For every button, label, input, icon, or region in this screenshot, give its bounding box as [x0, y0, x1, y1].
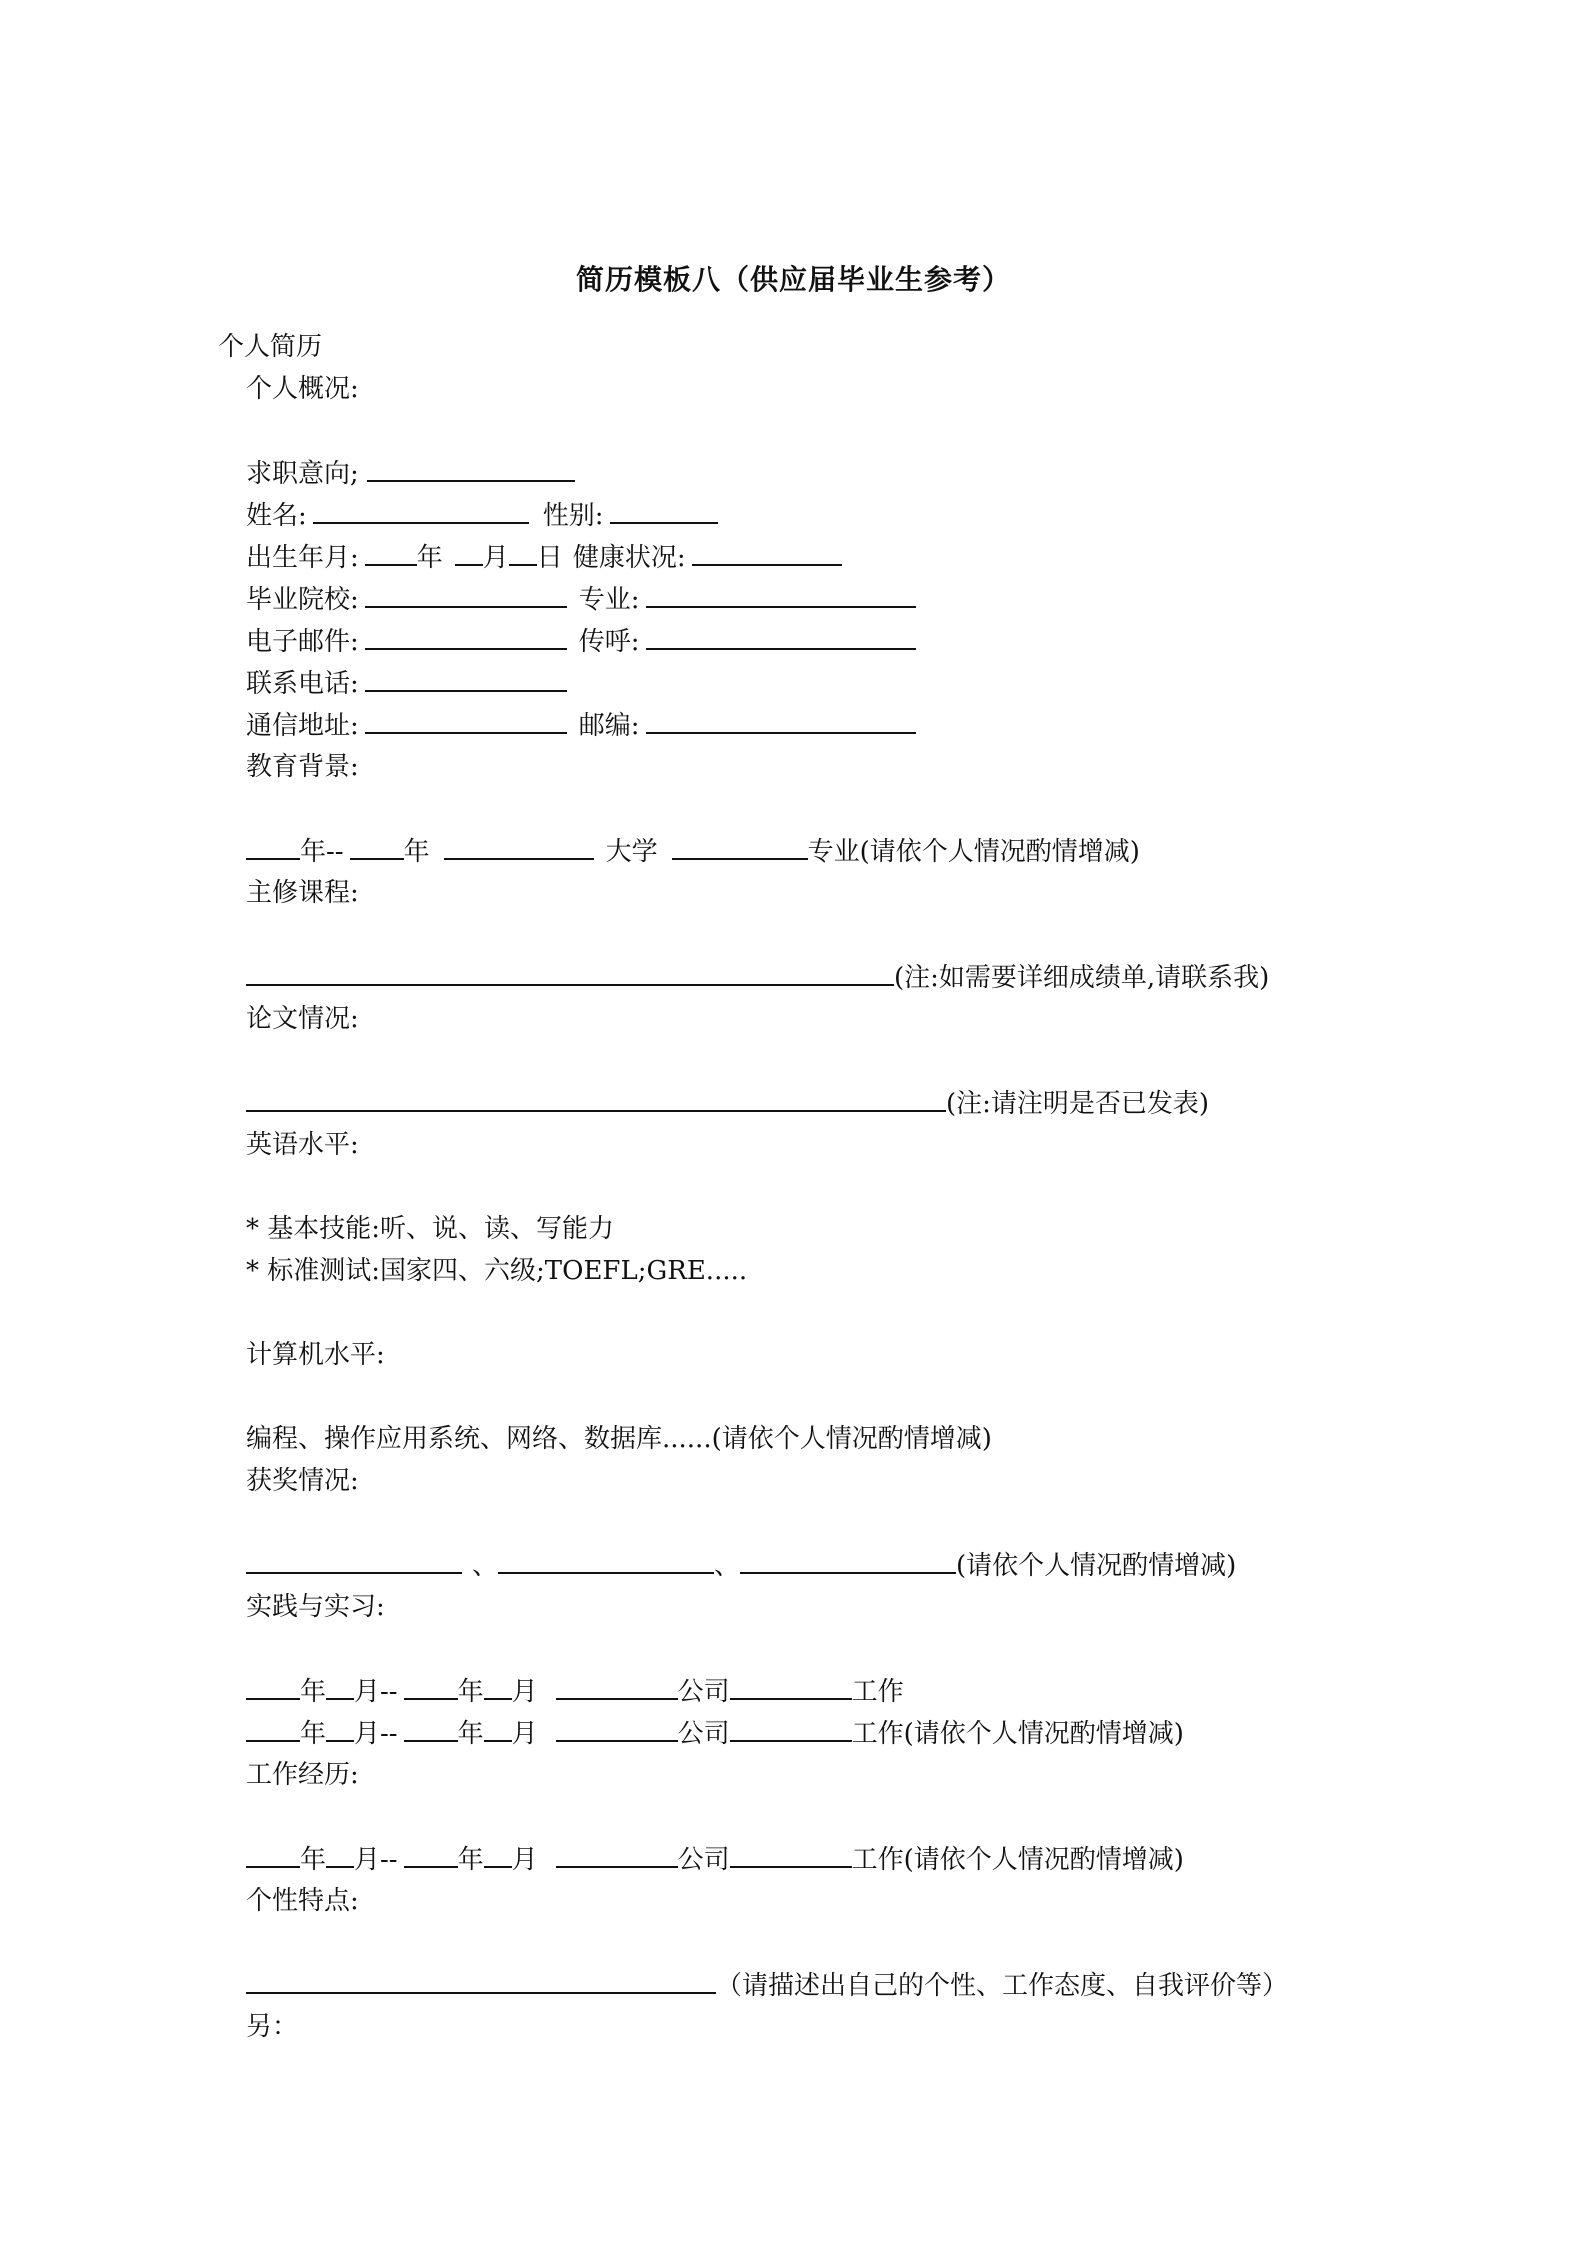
section-education: 教育背景: — [246, 752, 359, 782]
personality-line — [246, 1968, 1288, 2003]
year-unit: 年 — [300, 1845, 327, 1875]
gender-label: 性别: — [542, 501, 604, 531]
start-month-blank[interactable] — [326, 1674, 354, 1700]
section-awards: 获奖情况: — [246, 1466, 359, 1496]
field-phone — [246, 666, 567, 701]
field-email-pager — [246, 624, 916, 659]
school-label: 毕业院校: — [246, 585, 359, 615]
name-label: 姓名: — [246, 501, 307, 531]
job-note: 工作(请依个人情况酌情增减) — [851, 1845, 1184, 1875]
field-birth-health — [246, 540, 842, 575]
year-unit: 年 — [300, 1719, 327, 1749]
pager-blank[interactable] — [646, 624, 916, 650]
job-blank[interactable] — [730, 1674, 852, 1700]
company-label: 公司 — [677, 1845, 730, 1875]
birth-year-unit: 年 — [416, 543, 443, 573]
page-title: 简历模板八（供应届毕业生参考） — [575, 263, 1011, 296]
start-month-blank[interactable] — [326, 1842, 354, 1868]
edu-year-dash: 年-- — [300, 837, 344, 867]
work-line — [246, 1842, 1184, 1877]
resume-header: 个人简历 — [218, 332, 323, 362]
birth-year-blank[interactable] — [365, 540, 417, 566]
month-unit: 月 — [511, 1845, 538, 1875]
thesis-line — [246, 1086, 1209, 1121]
awards-line — [246, 1548, 1236, 1583]
edu-start-year-blank[interactable] — [246, 834, 300, 860]
edu-end-year-blank[interactable] — [350, 834, 404, 860]
english-item: * 基本技能:听、说、读、写能力 — [246, 1214, 615, 1244]
end-year-blank[interactable] — [404, 1842, 458, 1868]
practice-line — [246, 1674, 904, 1709]
field-name-gender — [246, 498, 718, 533]
email-label: 电子邮件: — [246, 627, 359, 657]
section-other: 另： — [246, 2012, 299, 2042]
section-work: 工作经历: — [246, 1760, 359, 1790]
job-intent-blank[interactable] — [367, 456, 575, 482]
birth-day-unit: 日 — [536, 543, 563, 573]
section-english: 英语水平: — [246, 1130, 359, 1160]
section-courses: 主修课程: — [246, 878, 359, 908]
company-label: 公司 — [677, 1677, 730, 1707]
award-blank-1[interactable] — [246, 1548, 462, 1574]
thesis-blank[interactable] — [246, 1086, 946, 1112]
job-intent-label: 求职意向; — [246, 459, 359, 489]
year-unit: 年 — [300, 1677, 327, 1707]
section-personality: 个性特点: — [246, 1886, 359, 1916]
courses-note: (注:如需要详细成绩单,请联系我) — [894, 963, 1270, 993]
health-blank[interactable] — [692, 540, 842, 566]
month-dash: 月-- — [354, 1845, 398, 1875]
birth-label: 出生年月: — [246, 543, 359, 573]
section-profile: 个人概况: — [246, 374, 359, 404]
university-label: 大学 — [605, 837, 658, 867]
computer-text: 编程、操作应用系统、网络、数据库......(请依个人情况酌情增减) — [246, 1424, 992, 1454]
job-label: 工作 — [851, 1677, 904, 1707]
edu-major-note: 专业(请依个人情况酌情增减) — [807, 837, 1140, 867]
company-blank[interactable] — [556, 1674, 678, 1700]
edu-year-unit: 年 — [403, 837, 430, 867]
field-school-major — [246, 582, 916, 617]
name-blank[interactable] — [313, 498, 529, 524]
section-thesis: 论文情况: — [246, 1004, 359, 1034]
end-month-blank[interactable] — [484, 1674, 512, 1700]
section-computer: 计算机水平: — [246, 1340, 385, 1370]
health-label: 健康状况: — [572, 543, 686, 573]
pager-label: 传呼: — [578, 627, 640, 657]
award-separator: 、 — [714, 1551, 741, 1581]
address-blank[interactable] — [365, 708, 567, 734]
personality-blank[interactable] — [246, 1968, 716, 1994]
end-month-blank[interactable] — [484, 1842, 512, 1868]
birth-month-blank[interactable] — [455, 540, 483, 566]
start-year-blank[interactable] — [246, 1716, 300, 1742]
start-month-blank[interactable] — [326, 1716, 354, 1742]
company-blank[interactable] — [556, 1842, 678, 1868]
end-month-blank[interactable] — [484, 1716, 512, 1742]
english-item: * 标准测试:国家四、六级;TOEFL;GRE..... — [246, 1256, 748, 1286]
company-label: 公司 — [677, 1719, 730, 1749]
award-blank-2[interactable] — [498, 1548, 714, 1574]
practice-line — [246, 1716, 1184, 1751]
start-year-blank[interactable] — [246, 1674, 300, 1700]
start-year-blank[interactable] — [246, 1842, 300, 1868]
section-practice: 实践与实习: — [246, 1592, 385, 1622]
year-unit: 年 — [457, 1719, 484, 1749]
awards-note: (请依个人情况酌情增减) — [956, 1551, 1237, 1581]
field-address-zip — [246, 708, 916, 743]
job-note: 工作(请依个人情况酌情增减) — [851, 1719, 1184, 1749]
award-separator: 、 — [472, 1551, 499, 1581]
email-blank[interactable] — [365, 624, 567, 650]
edu-major-blank[interactable] — [672, 834, 808, 860]
birth-day-blank[interactable] — [509, 540, 537, 566]
job-blank[interactable] — [730, 1716, 852, 1742]
year-unit: 年 — [457, 1845, 484, 1875]
company-blank[interactable] — [556, 1716, 678, 1742]
gender-blank[interactable] — [610, 498, 718, 524]
phone-blank[interactable] — [365, 666, 567, 692]
month-unit: 月 — [511, 1677, 538, 1707]
major-label: 专业: — [578, 585, 640, 615]
job-blank[interactable] — [730, 1842, 852, 1868]
school-blank[interactable] — [365, 582, 567, 608]
birth-month-unit: 月 — [482, 543, 509, 573]
major-blank[interactable] — [646, 582, 916, 608]
month-dash: 月-- — [354, 1677, 398, 1707]
month-unit: 月 — [511, 1719, 538, 1749]
education-line — [246, 834, 1140, 869]
address-label: 通信地址: — [246, 711, 359, 741]
end-year-blank[interactable] — [404, 1716, 458, 1742]
zip-blank[interactable] — [646, 708, 916, 734]
zip-label: 邮编: — [578, 711, 640, 741]
thesis-note: (注:请注明是否已发表) — [946, 1089, 1210, 1119]
personality-note: （请描述出自己的个性、工作态度、自我评价等） — [716, 1971, 1289, 2001]
phone-label: 联系电话: — [246, 669, 359, 699]
field-job-intent — [246, 456, 575, 491]
courses-blank[interactable] — [246, 960, 894, 986]
end-year-blank[interactable] — [404, 1674, 458, 1700]
year-unit: 年 — [457, 1677, 484, 1707]
courses-line — [246, 960, 1269, 995]
month-dash: 月-- — [354, 1719, 398, 1749]
university-blank[interactable] — [444, 834, 594, 860]
award-blank-3[interactable] — [740, 1548, 956, 1574]
